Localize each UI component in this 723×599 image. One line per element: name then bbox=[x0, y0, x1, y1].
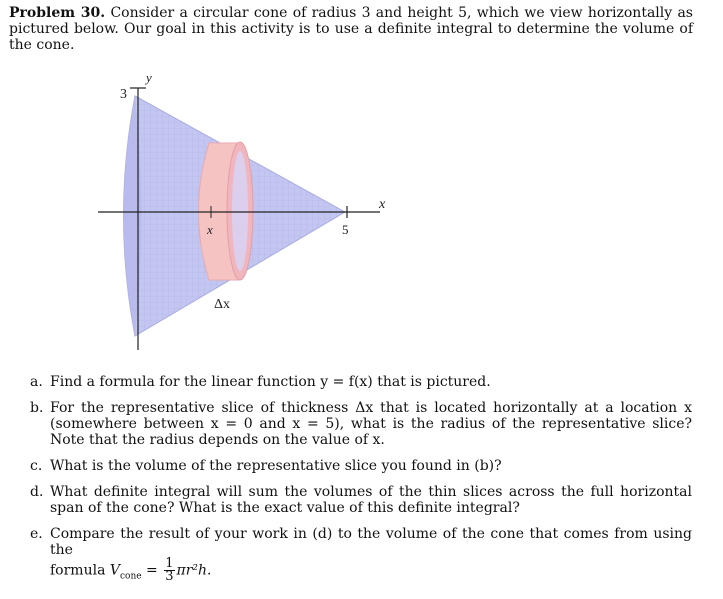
formula-equals: = bbox=[146, 562, 158, 579]
question-text: What definite integral will sum the volumes of the thin slices across the full horizontal span of the cone? What is the exact value of this definite integral? bbox=[50, 484, 692, 516]
question-text: For the representative slice of thickness Δx that is located horizontally at a location x (somewhere between x = 0 and x = 5), what is the radius of the representative slice? Note that the radius depends on the value of x. bbox=[50, 400, 692, 448]
formula-lhs-sub: cone bbox=[120, 571, 142, 582]
fraction-numerator: 1 bbox=[165, 556, 174, 571]
question-letter: d. bbox=[30, 484, 44, 500]
question-letter: b. bbox=[30, 400, 44, 416]
question-item bbox=[30, 526, 692, 584]
problem-text: Consider a circular cone of radius 3 and height 5, which we view horizontally as pictured below. Our goal in this activity is to use a definite integral to determine the volume of the cone. bbox=[9, 5, 693, 53]
question-letter: a. bbox=[30, 374, 43, 390]
question-text: What is the volume of the representative slice you found in (b)? bbox=[50, 458, 502, 474]
question-item bbox=[30, 458, 692, 474]
slice-location-label: x bbox=[207, 222, 213, 237]
cone-volume-formula bbox=[50, 558, 212, 584]
y-tick-label: 3 bbox=[120, 87, 127, 102]
y-axis-label: y bbox=[146, 70, 152, 85]
cone-figure bbox=[90, 68, 400, 358]
formula-fraction bbox=[164, 558, 174, 583]
x-axis-label: x bbox=[379, 197, 386, 212]
question-list bbox=[30, 374, 692, 594]
question-item bbox=[30, 400, 692, 448]
problem-label: Problem 30. bbox=[9, 5, 106, 21]
representative-slice bbox=[199, 142, 254, 280]
question-letter: c. bbox=[30, 458, 43, 474]
question-item bbox=[30, 484, 692, 516]
formula-prefix: formula bbox=[50, 562, 106, 579]
fraction-denominator: 3 bbox=[165, 569, 174, 584]
formula-lhs: V bbox=[109, 562, 120, 579]
question-letter: e. bbox=[30, 526, 43, 542]
problem-intro bbox=[9, 5, 693, 53]
question-text: Compare the result of your work in (d) to the volume of the cone that comes from using the bbox=[50, 526, 692, 558]
formula-rhs: πr²h. bbox=[176, 562, 212, 579]
question-item bbox=[30, 374, 692, 390]
x-tick-label: 5 bbox=[342, 222, 349, 237]
slice-thickness-label: Δx bbox=[214, 297, 231, 312]
cone-diagram bbox=[90, 68, 400, 358]
question-text: Find a formula for the linear function y = f(x) that is pictured. bbox=[50, 374, 491, 390]
